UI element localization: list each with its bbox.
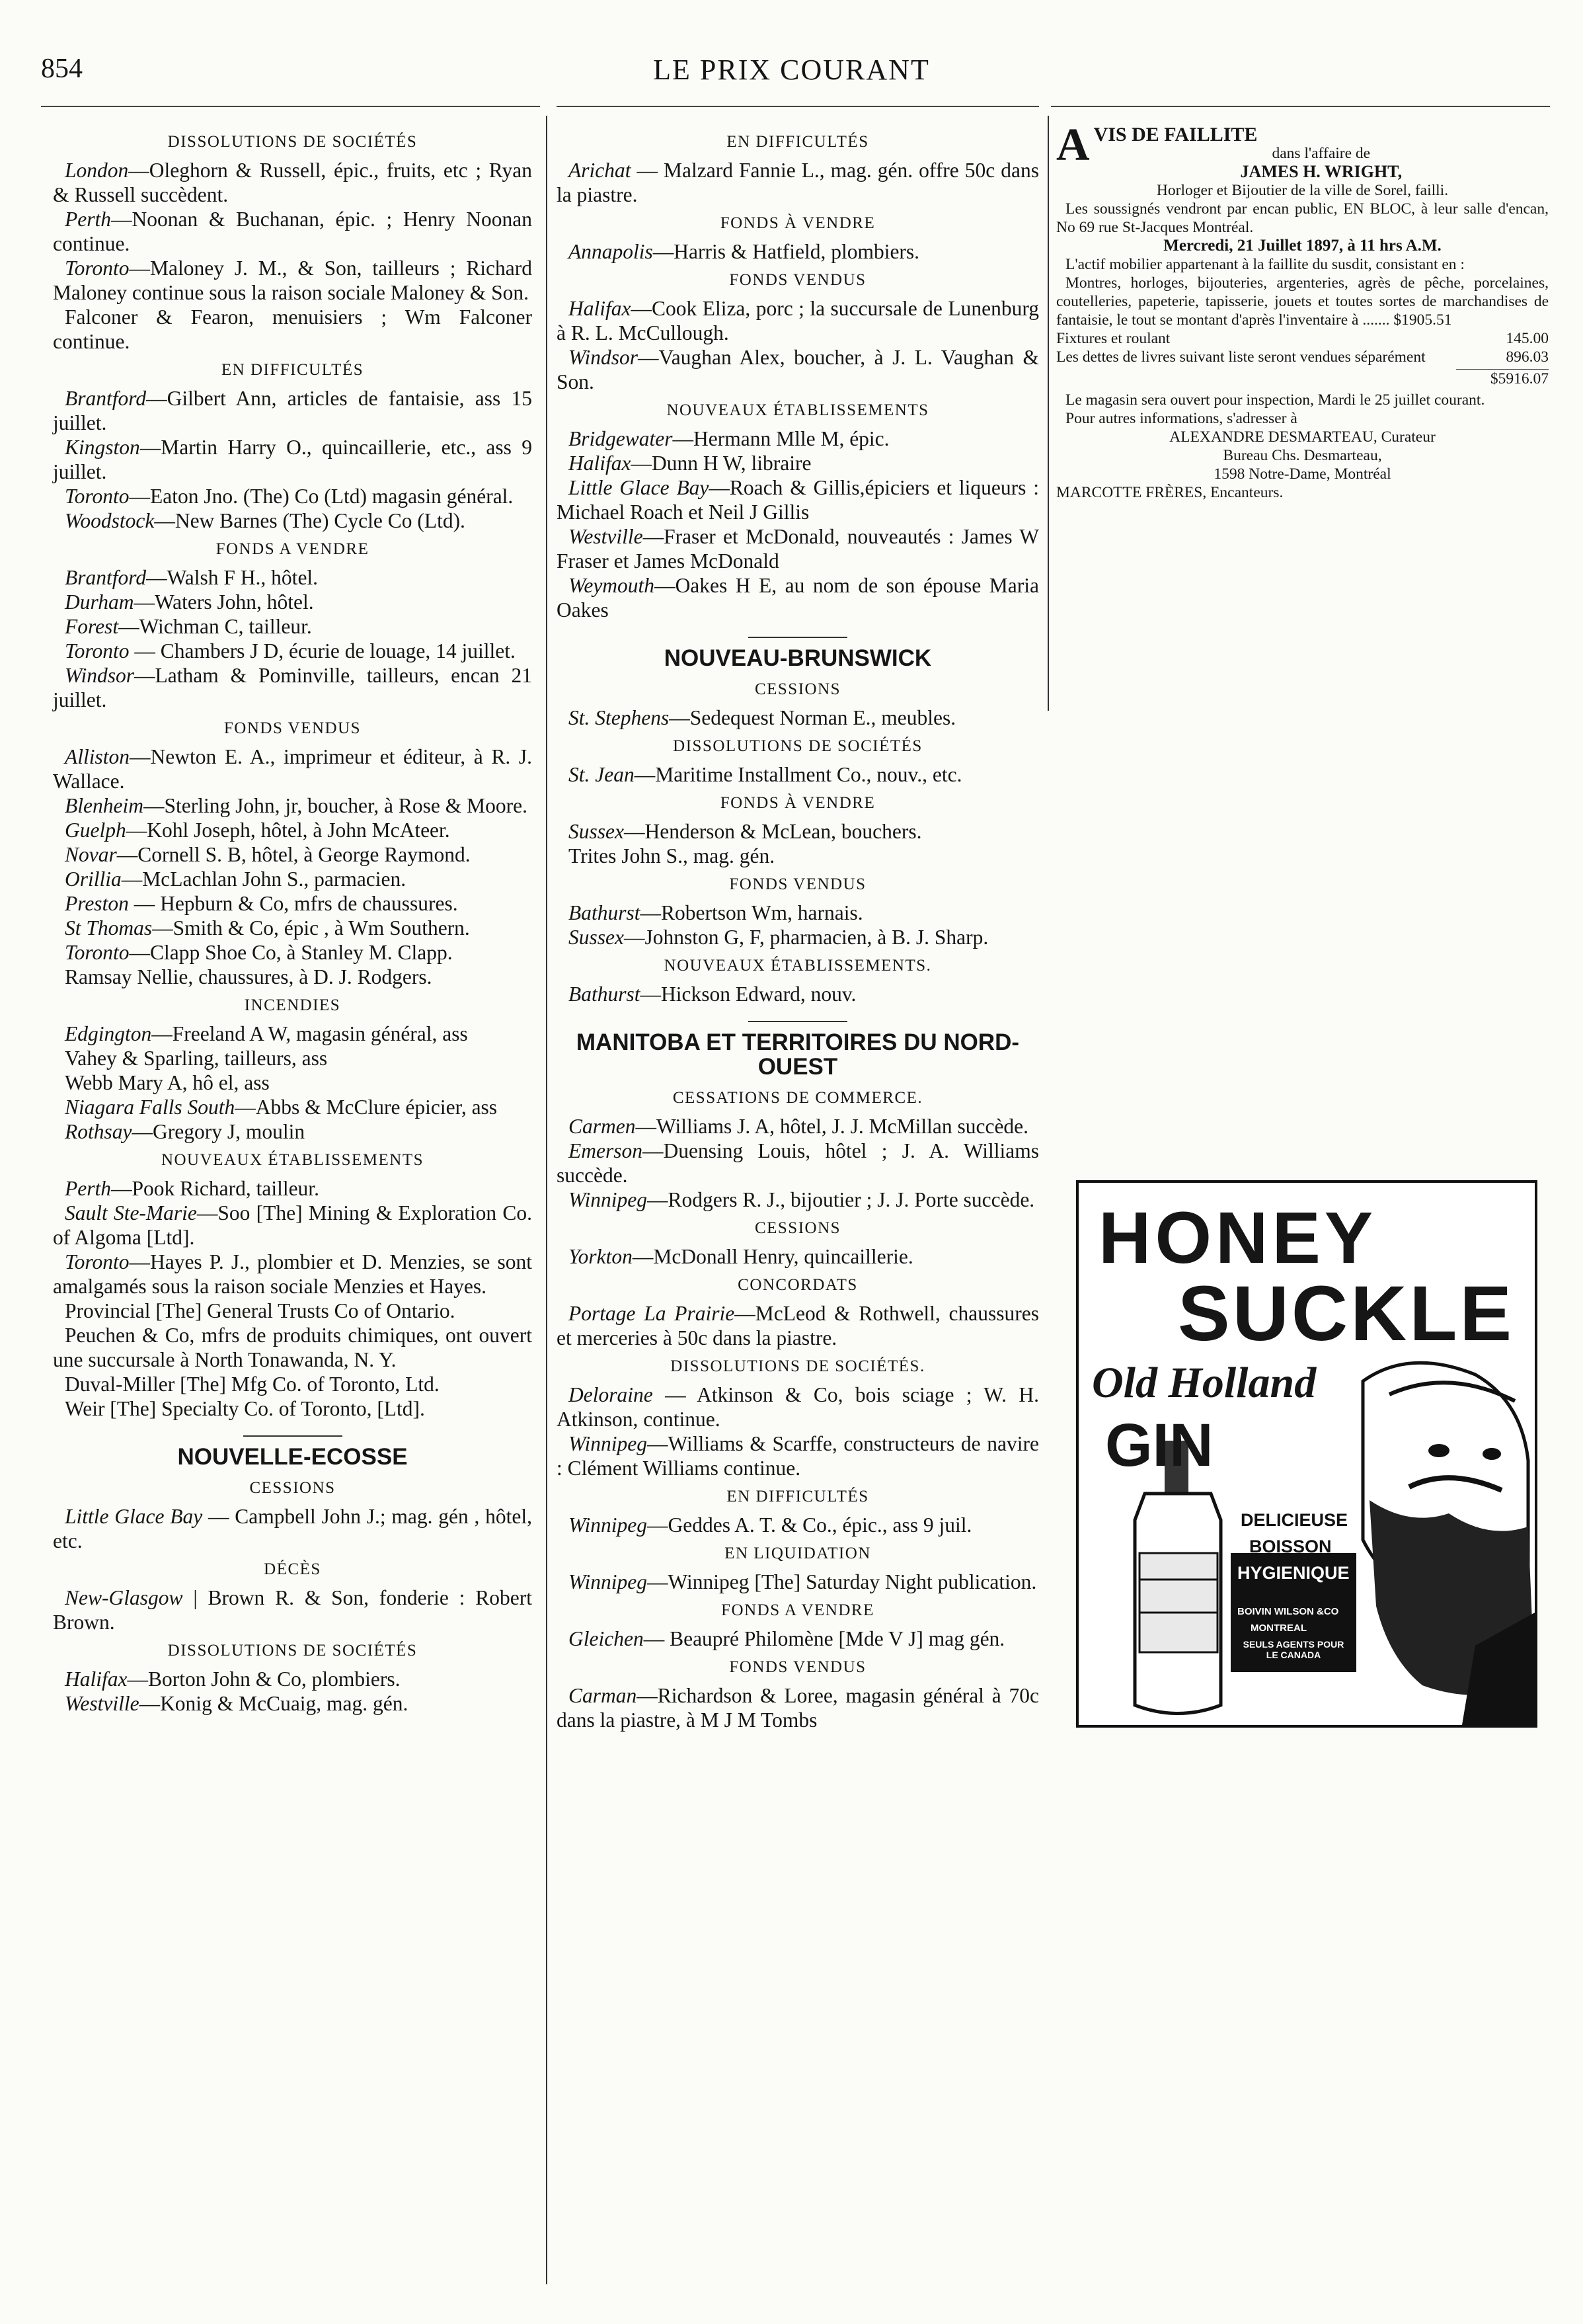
entry-place: Gleichen (568, 1627, 644, 1650)
listing-entry (557, 1626, 1039, 1651)
entry-place: St. Stephens (568, 706, 670, 729)
entry-place: Arichat (568, 159, 631, 182)
entry-text: —Oakes H E, au nom de son épouse Maria Oakes (557, 574, 1039, 621)
ad-boivin-wilson: BOIVIN WILSON &CO (1237, 1606, 1339, 1617)
entry-place: Portage La Prairie (568, 1302, 735, 1325)
section-heading: CESSIONS (754, 680, 841, 698)
entry-place: Annapolis (568, 240, 653, 263)
entry-place: Westville (568, 525, 643, 548)
listing-entry (557, 844, 1039, 868)
avis-subtitle: dans l'affaire de (1272, 145, 1371, 162)
listing-entry (557, 1683, 1039, 1732)
entry-place: Sussex (568, 820, 624, 843)
entry-text: —McDonall Henry, quincaillerie. (632, 1245, 913, 1268)
listing-entry (53, 1070, 532, 1095)
listing-entry (53, 256, 532, 305)
listing-entry (557, 475, 1039, 524)
listing-entry (53, 1022, 532, 1046)
section-heading: DISSOLUTIONS DE SOCIÉTÉS (167, 133, 418, 151)
listing-entry (557, 1431, 1039, 1480)
listing-entry (53, 565, 532, 590)
listing-entry (557, 426, 1039, 451)
avis-auctioneer: MARCOTTE FRÈRES, Encanteurs. (1056, 484, 1284, 501)
entry-place: Deloraine (568, 1383, 653, 1406)
section-heading: DÉCÈS (264, 1560, 321, 1578)
entry-text: Ramsay Nellie, chaussures, à D. J. Rodgers. (65, 965, 432, 988)
gentleman-portrait-icon (1363, 1363, 1535, 1725)
entry-text: —Geddes A. T. & Co., épic., ass 9 juil. (647, 1513, 972, 1537)
column-divider-2 (1048, 116, 1049, 711)
entry-text: —Richardson & Loree, magasin général à 70c dans la piastre, à M J M Tombs (557, 1684, 1039, 1732)
listing-entry (557, 524, 1039, 573)
entry-text: —Johnston G, F, pharmacien, à B. J. Sharp. (623, 926, 989, 949)
listing-entry (53, 1691, 532, 1716)
listing-entry (557, 451, 1039, 475)
entry-text: —Duensing Louis, hôtel ; J. A. Williams succède. (557, 1139, 1039, 1187)
entry-text: — Malzard Fannie L., mag. gén. offre 50c dans la piastre. (557, 159, 1039, 206)
listing-entry (557, 1244, 1039, 1269)
entry-place: Halifax (65, 1667, 128, 1691)
entry-text: —Eaton Jno. (The) Co (Ltd) magasin général. (129, 485, 514, 508)
entry-text: —Freeland A W, magasin général, ass (151, 1022, 468, 1045)
header-rule-left (41, 106, 540, 107)
section-heading: FONDS A VENDRE (721, 1601, 874, 1619)
entry-text: Weir [The] Specialty Co. of Toronto, [Ltd]. (65, 1397, 425, 1420)
avis-p3: Montres, horloges, bijouteries, argenteries, agrès de pêche, porcelaines, coutelleries, papeterie, tapisserie, jouets et toutes sortes de marchandises de fantaisie, le tout se montant d'après l'inventaire à ....... $1905.51 (1056, 274, 1549, 329)
entry-text: —Walsh F H., hôtel. (146, 566, 319, 589)
avis-de-faillite (1056, 120, 1549, 502)
entry-place: Brantford (65, 387, 147, 410)
entry-text: —New Barnes (The) Cycle Co (Ltd). (154, 509, 465, 532)
section-heading: NOUVEAUX ÉTABLISSEMENTS (666, 401, 929, 419)
header-rule-mid (557, 106, 1039, 107)
section-heading: DISSOLUTIONS DE SOCIÉTÉS (673, 737, 923, 755)
entry-text: —Williams & Scarffe, constructeurs de navire : Clément Williams continue. (557, 1432, 1039, 1480)
avis-amount-2: 145.00 (1506, 330, 1549, 347)
section-heading: EN LIQUIDATION (724, 1544, 871, 1562)
entry-text: —Hickson Edward, nouv. (640, 982, 857, 1006)
listing-entry (53, 1095, 532, 1119)
listing-entry (53, 207, 532, 256)
listing-entry (557, 239, 1039, 264)
region-heading: NOUVEAU-BRUNSWICK (664, 645, 932, 671)
avis-date: Mercredi, 21 Juillet 1897, à 11 hrs A.M. (1163, 237, 1442, 255)
entry-place: Halifax (568, 452, 631, 475)
listing-entry (557, 982, 1039, 1006)
entry-text: —Clapp Shoe Co, à Stanley M. Clapp. (129, 941, 453, 964)
listing-entry (53, 305, 532, 354)
avis-p4: Le magasin sera ouvert pour inspection, Mardi le 25 juillet courant. (1065, 391, 1485, 409)
listing-entry (53, 965, 532, 989)
listing-entry (53, 916, 532, 940)
listing-entry (53, 614, 532, 639)
entry-place: Carman (568, 1684, 637, 1707)
entry-text: —Waters John, hôtel. (134, 590, 314, 614)
section-heading: FONDS À VENDRE (720, 214, 876, 232)
entry-place: Rothsay (65, 1120, 132, 1143)
entry-text: —Konig & McCuaig, mag. gén. (139, 1692, 408, 1715)
listing-entry (557, 1382, 1039, 1431)
avis-desc: Horloger et Bijoutier de la ville de Sorel, failli. (1156, 182, 1449, 199)
entry-text: —Latham & Pominville, tailleurs, encan 21 juillet. (53, 664, 532, 711)
honeysuckle-gin-advertisement (1076, 1180, 1537, 1728)
entry-place: Westville (65, 1692, 139, 1715)
entry-text: Vahey & Sparling, tailleurs, ass (65, 1047, 328, 1070)
entry-place: Guelph (65, 819, 126, 842)
listing-entry (557, 1301, 1039, 1350)
entry-text: —Fraser et McDonald, nouveautés : James W Fraser et James McDonald (557, 525, 1039, 573)
listing-entry (53, 1396, 532, 1421)
listing-entry (53, 386, 532, 435)
avis-amount-3: 896.03 (1506, 348, 1549, 366)
listing-entry (53, 940, 532, 965)
section-heading: CESSIONS (754, 1219, 841, 1237)
entry-text: —Smith & Co, épic , à Wm Southern. (152, 916, 470, 940)
entry-text: | Brown R. & Son, fonderie : Robert Brown. (53, 1586, 532, 1634)
entry-text: —Harris & Hatfield, plombiers. (652, 240, 920, 263)
entry-place: Bridgewater (568, 427, 673, 450)
ad-suckle: SUCKLE (1178, 1270, 1515, 1357)
listing-entry (53, 1250, 532, 1299)
entry-text: —Sterling John, jr, boucher, à Rose & Moore. (143, 794, 527, 817)
listing-entry (53, 1299, 532, 1323)
listing-entry (53, 1119, 532, 1144)
section-heading: FONDS VENDUS (729, 875, 867, 893)
entry-text: —Cook Eliza, porc ; la succursale de Lunenburg à R. L. McCullough. (557, 297, 1039, 344)
entry-place: Perth (65, 1177, 111, 1200)
listing-entry (53, 1372, 532, 1396)
listing-entry (557, 705, 1039, 730)
avis-fixtures: Fixtures et roulant 145.00 (1056, 330, 1549, 347)
entry-place: Bathurst (568, 982, 640, 1006)
entry-text: —Soo [The] Mining & Exploration Co. of Algoma [Ltd]. (53, 1201, 532, 1249)
avis-p2: L'actif mobilier appartenant à la faillite du susdit, consistant en : (1065, 256, 1465, 273)
listing-entry (557, 1187, 1039, 1212)
region-heading: MANITOBA ET TERRITOIRES DU NORD-OUEST (576, 1029, 1020, 1080)
avis-title: VIS DE FAILLITE (1093, 124, 1258, 145)
ad-hygienique: HYGIENIQUE (1237, 1563, 1350, 1583)
listing-entry (53, 842, 532, 867)
entry-text: —Pook Richard, tailleur. (110, 1177, 319, 1200)
entry-place: Perth (65, 208, 111, 231)
entry-text: —Noonan & Buchanan, épic. ; Henry Noonan continue. (53, 208, 532, 255)
entry-text: —Williams J. A, hôtel, J. J. McMillan succède. (635, 1115, 1029, 1138)
section-heading: EN DIFFICULTÉS (726, 1488, 869, 1505)
listing-entry (53, 744, 532, 793)
entry-place: Little Glace Bay (568, 476, 709, 499)
entry-place: Windsor (65, 664, 135, 687)
entry-place: St Thomas (65, 916, 153, 940)
gin-bottle-icon (1135, 1441, 1221, 1714)
section-heading: FONDS A VENDRE (215, 540, 369, 558)
listing-entry (53, 1504, 532, 1553)
column-maritimes (557, 126, 1039, 1732)
entry-text: Provincial [The] General Trusts Co of Ontario. (65, 1299, 455, 1322)
avis-dettes: Les dettes de livres suivant liste seront vendues séparément 896.03 (1056, 348, 1549, 366)
avis-amount-1: $1905.51 (1393, 311, 1452, 329)
entry-text: Duval-Miller [The] Mfg Co. of Toronto, Ltd. (65, 1373, 440, 1396)
listing-entry (557, 1139, 1039, 1187)
listing-entry (557, 345, 1039, 394)
entry-text: —Newton E. A., imprimeur et éditeur, à R. J. Wallace. (53, 745, 532, 793)
entry-place: Orillia (65, 867, 122, 891)
entry-text: Peuchen & Co, mfrs de produits chimiques, ont ouvert une succursale à North Tonawanda, N. Y. (53, 1324, 532, 1371)
entry-text: — Atkinson & Co, bois sciage ; W. H. Atkinson, continue. (557, 1383, 1039, 1431)
entry-text: —McLachlan John S., parmacien. (121, 867, 406, 891)
listing-entry (557, 1513, 1039, 1537)
listing-entry (53, 1176, 532, 1201)
entry-text: —Borton John & Co, plombiers. (127, 1667, 401, 1691)
listing-entry (53, 818, 532, 842)
section-heading: CONCORDATS (738, 1276, 858, 1294)
section-heading: FONDS VENDUS (223, 719, 362, 737)
entry-place: Windsor (568, 346, 638, 369)
section-heading: EN DIFFICULTÉS (221, 361, 364, 379)
section-heading: CESSIONS (249, 1479, 336, 1497)
ad-old-holland: Old Holland (1092, 1359, 1317, 1407)
entry-text: —Maritime Installment Co., nouv., etc. (634, 763, 962, 786)
entry-text: —Roach & Gillis,épiciers et liqueurs : Michael Roach et Neil J Gillis (557, 476, 1039, 524)
section-heading: INCENDIES (244, 996, 341, 1014)
listing-entry (53, 484, 532, 508)
entry-place: London (65, 159, 129, 182)
entry-text: —Henderson & McLean, bouchers. (623, 820, 922, 843)
entry-place: Novar (65, 843, 117, 866)
entry-place: Sussex (568, 926, 624, 949)
listing-entry (53, 1201, 532, 1250)
listing-entry (53, 158, 532, 207)
entry-text: —Hayes P. J., plombier et D. Menzies, se sont amalgamés sous la raison sociale Menzies et Hayes. (53, 1250, 532, 1298)
entry-place: Winnipeg (568, 1513, 647, 1537)
entry-text: — Chambers J D, écurie de louage, 14 juillet. (129, 639, 516, 662)
entry-place: Niagara Falls South (65, 1096, 235, 1119)
section-separator (748, 637, 847, 638)
column-divider-1 (546, 116, 547, 2284)
section-heading: FONDS VENDUS (729, 271, 867, 289)
section-heading: EN DIFFICULTÉS (726, 133, 869, 151)
entry-place: Alliston (65, 745, 130, 768)
entry-place: Winnipeg (568, 1570, 647, 1593)
entry-place: Yorkton (568, 1245, 633, 1268)
entry-text: —McLeod & Rothwell, chaussures et merceries à 50c dans la piastre. (557, 1302, 1039, 1349)
running-head: LE PRIX COURANT (653, 54, 930, 86)
entry-place: Emerson (568, 1139, 642, 1162)
entry-text: —Hermann Mlle M, épic. (672, 427, 890, 450)
entry-text: —Wichman C, tailleur. (118, 615, 312, 638)
ad-delicieuse: DELICIEUSE (1241, 1510, 1348, 1530)
listing-entry (53, 1046, 532, 1070)
listing-entry (53, 1585, 532, 1634)
region-heading: NOUVELLE-ECOSSE (177, 1444, 408, 1470)
listing-entry (53, 663, 532, 712)
entry-text: —Kohl Joseph, hôtel, à John McAteer. (126, 819, 450, 842)
entry-text: — Campbell John J.; mag. gén , hôtel, etc. (53, 1505, 532, 1552)
avis-office-1: Bureau Chs. Desmarteau, (1223, 447, 1382, 464)
listing-entry (53, 639, 532, 663)
section-heading: DISSOLUTIONS DE SOCIÉTÉS. (670, 1357, 925, 1375)
listing-entry (557, 819, 1039, 844)
entry-place: Toronto (65, 941, 130, 964)
entry-place: Carmen (568, 1115, 636, 1138)
ad-boisson: BOISSON (1249, 1537, 1332, 1556)
entry-place: Blenheim (65, 794, 143, 817)
entry-text: — Beaupré Philomène [Mde V J] mag gén. (643, 1627, 1005, 1650)
listing-entry (53, 1323, 532, 1372)
entry-text: Falconer & Fearon, menuisiers ; Wm Falconer continue. (53, 305, 532, 353)
listing-entry (53, 508, 532, 533)
entry-text: —Martin Harry O., quincaillerie, etc., ass 9 juillet. (53, 436, 532, 483)
ad-honey: HONEY (1099, 1197, 1377, 1279)
entry-place: Toronto (65, 1250, 130, 1273)
listing-entry (557, 925, 1039, 949)
avis-office-2: 1598 Notre-Dame, Montréal (1214, 465, 1391, 483)
entry-text: —Oleghorn & Russell, épic., fruits, etc ; Ryan & Russell succèdent. (53, 159, 532, 206)
listing-entry (557, 573, 1039, 622)
listing-entry (53, 435, 532, 484)
avis-dropcap: A (1056, 120, 1090, 171)
avis-p1: Les soussignés vendront par encan public, EN BLOC, à leur salle d'encan, No 69 rue St-Jacques Montréal. (1056, 200, 1549, 236)
section-heading: NOUVEAUX ÉTABLISSEMENTS (161, 1151, 424, 1169)
avis-name: JAMES H. WRIGHT, (1240, 162, 1403, 181)
section-heading: DISSOLUTIONS DE SOCIÉTÉS (167, 1642, 418, 1660)
entry-text: —Winnipeg [The] Saturday Night publication. (647, 1570, 1037, 1593)
entry-text: —Robertson Wm, harnais. (640, 901, 863, 924)
section-heading: NOUVEAUX ÉTABLISSEMENTS. (664, 957, 932, 975)
listing-entry (557, 901, 1039, 925)
entry-place: Weymouth (568, 574, 655, 597)
listing-entry (53, 867, 532, 891)
section-separator (243, 1435, 342, 1437)
entry-text: —Gregory J, moulin (132, 1120, 305, 1143)
listing-entry (53, 590, 532, 614)
section-separator (748, 1021, 847, 1022)
entry-place: New-Glasgow (65, 1586, 183, 1609)
entry-text: —Maloney J. M., & Son, tailleurs ; Richard Maloney continue sous la raison sociale Maloney & Son. (53, 257, 532, 304)
ad-gin: GIN (1105, 1412, 1214, 1479)
listing-entry (557, 762, 1039, 787)
entry-place: St. Jean (568, 763, 635, 786)
entry-place: Halifax (568, 297, 631, 320)
entry-place: Little Glace Bay (65, 1505, 203, 1528)
column-ontario (53, 126, 532, 1716)
entry-place: Winnipeg (568, 1188, 647, 1211)
entry-place: Toronto (65, 639, 130, 662)
entry-text: —Sedequest Norman E., meubles. (669, 706, 956, 729)
entry-place: Bathurst (568, 901, 640, 924)
entry-place: Preston (65, 892, 129, 915)
listing-entry (557, 1570, 1039, 1594)
entry-text: —Dunn H W, libraire (631, 452, 812, 475)
listing-entry (53, 1667, 532, 1691)
entry-text: — Hepburn & Co, mfrs de chaussures. (128, 892, 458, 915)
header-rule-right (1051, 106, 1550, 107)
entry-text: —Abbs & McClure épicier, ass (235, 1096, 498, 1119)
entry-place: Edgington (65, 1022, 152, 1045)
listing-entry (557, 1114, 1039, 1139)
entry-place: Sault Ste-Marie (65, 1201, 197, 1224)
entry-text: —Gilbert Ann, articles de fantaisie, ass 15 juillet. (53, 387, 532, 434)
avis-p5: Pour autres informations, s'adresser à (1065, 410, 1297, 427)
entry-place: Durham (65, 590, 134, 614)
entry-text: Trites John S., mag. gén. (568, 844, 775, 867)
entry-text: —Rodgers R. J., bijoutier ; J. J. Porte succède. (647, 1188, 1035, 1211)
entry-place: Toronto (65, 485, 130, 508)
listing-entry (53, 793, 532, 818)
entry-place: Kingston (65, 436, 140, 459)
ad-agents: SEULS AGENTS POUR LE CANADA (1243, 1639, 1344, 1660)
entry-text: —Vaughan Alex, boucher, à J. L. Vaughan & Son. (557, 346, 1039, 393)
entry-place: Forest (65, 615, 119, 638)
entry-place: Winnipeg (568, 1432, 647, 1455)
listing-entry (557, 296, 1039, 345)
section-heading: CESSATIONS DE COMMERCE. (672, 1089, 923, 1107)
avis-curator: ALEXANDRE DESMARTEAU, Curateur (1169, 428, 1436, 446)
ad-montreal: MONTREAL (1251, 1623, 1307, 1634)
listing-entry (557, 158, 1039, 207)
avis-total: $5916.07 (1456, 369, 1549, 388)
entry-place: Toronto (65, 257, 130, 280)
section-heading: FONDS VENDUS (729, 1658, 867, 1676)
entry-place: Brantford (65, 566, 147, 589)
page-number: 854 (41, 54, 83, 84)
entry-place: Woodstock (65, 509, 155, 532)
listing-entry (53, 891, 532, 916)
section-heading: FONDS À VENDRE (720, 794, 876, 812)
entry-text: Webb Mary A, hô el, ass (65, 1071, 270, 1094)
entry-text: —Cornell S. B, hôtel, à George Raymond. (116, 843, 471, 866)
